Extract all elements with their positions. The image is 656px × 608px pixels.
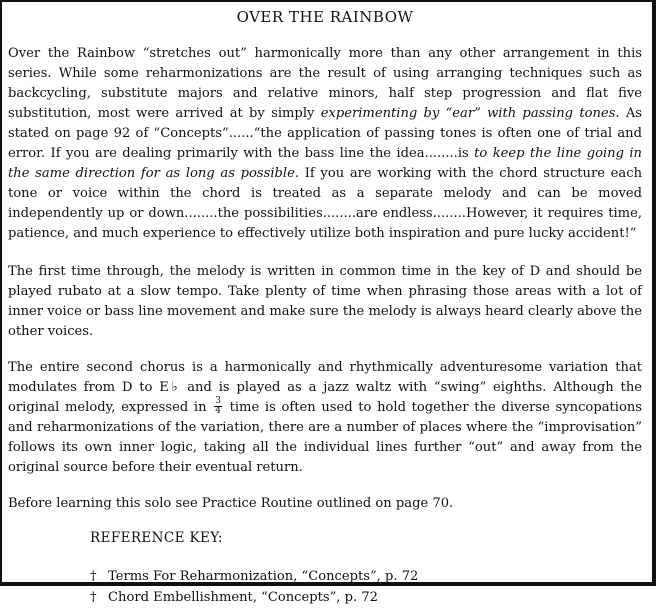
paragraph-second-chorus-text-2: time is often used to hold together the diverse syncopations and reharmonizations of the variation, there are a number of places where the “improvisation” follows its own inner logic, taking all the individual lines further “out” and away from the original source before their eventual return. [8,400,642,475]
reference-item [90,587,642,608]
paragraph-first-time: The first time through, the melody is written in common time in the key of D and should be played rubato at a slow tempo. Take plenty of time when phrasing those areas with a lot of inner voice or bass line movement and make sure the melody is always heard clearly above the other voices. [8,264,642,339]
paragraph-second-chorus [8,358,642,478]
page-title: OVER THE RAINBOW [236,8,414,26]
paragraph-practice-routine: Before learning this solo see Practice Routine outlined on page 70. [8,496,454,511]
reference-item-text: Terms For Reharmonization, “Concepts”, p. 72 [108,569,419,584]
paragraph-intro-text-3: If you are working with the chord structure each tone or voice within the chord is treated as a separate melody and can be moved independently up or down........the possibilities........are endless........However, it requires time, patience, and much experience to effectively utilize both inspiration and pure lucky accident!” [8,166,642,241]
paragraph-intro-text-1: Over the Rainbow “stretches out” harmonically more than any other arrangement in this series. While some reharmonizations are the result of using arranging techniques such as backcycling, substitute majors and relative minors, half step progression and flat five substitution, most were arrived at by simply [8,46,642,121]
reference-key-heading: REFERENCE KEY: [90,530,223,546]
paragraph-intro-emphasis-1: experimenting by “ear” with passing tones. [320,106,620,121]
time-signature-fraction [214,397,222,416]
reference-key-list [90,566,642,608]
reference-item-text: Chord Embellishment, “Concepts”, p. 72 [108,590,379,605]
dagger-icon: † [90,569,97,584]
paragraph-second-chorus-text-1: The entire second chorus is a harmonically and rhythmically adventuresome variation that modulates from D to E♭ and is played as a jazz waltz with “swing” eighths. Although the original melody, expressed in [8,360,642,415]
reference-item [90,566,642,587]
dagger-icon: † [90,590,97,605]
paragraph-intro-emphasis-2: to keep the line going in the same direction for as long as possible. [8,146,642,181]
paragraph-intro-text-2: As stated on page 92 of “Concepts”......“the application of passing tones is often one of trial and error. If you are dealing primarily with the bass line the idea........is [8,106,642,161]
paragraph-intro [8,44,642,244]
time-signature-denominator: 4 [215,406,221,416]
time-signature-numerator: 3 [215,396,221,406]
